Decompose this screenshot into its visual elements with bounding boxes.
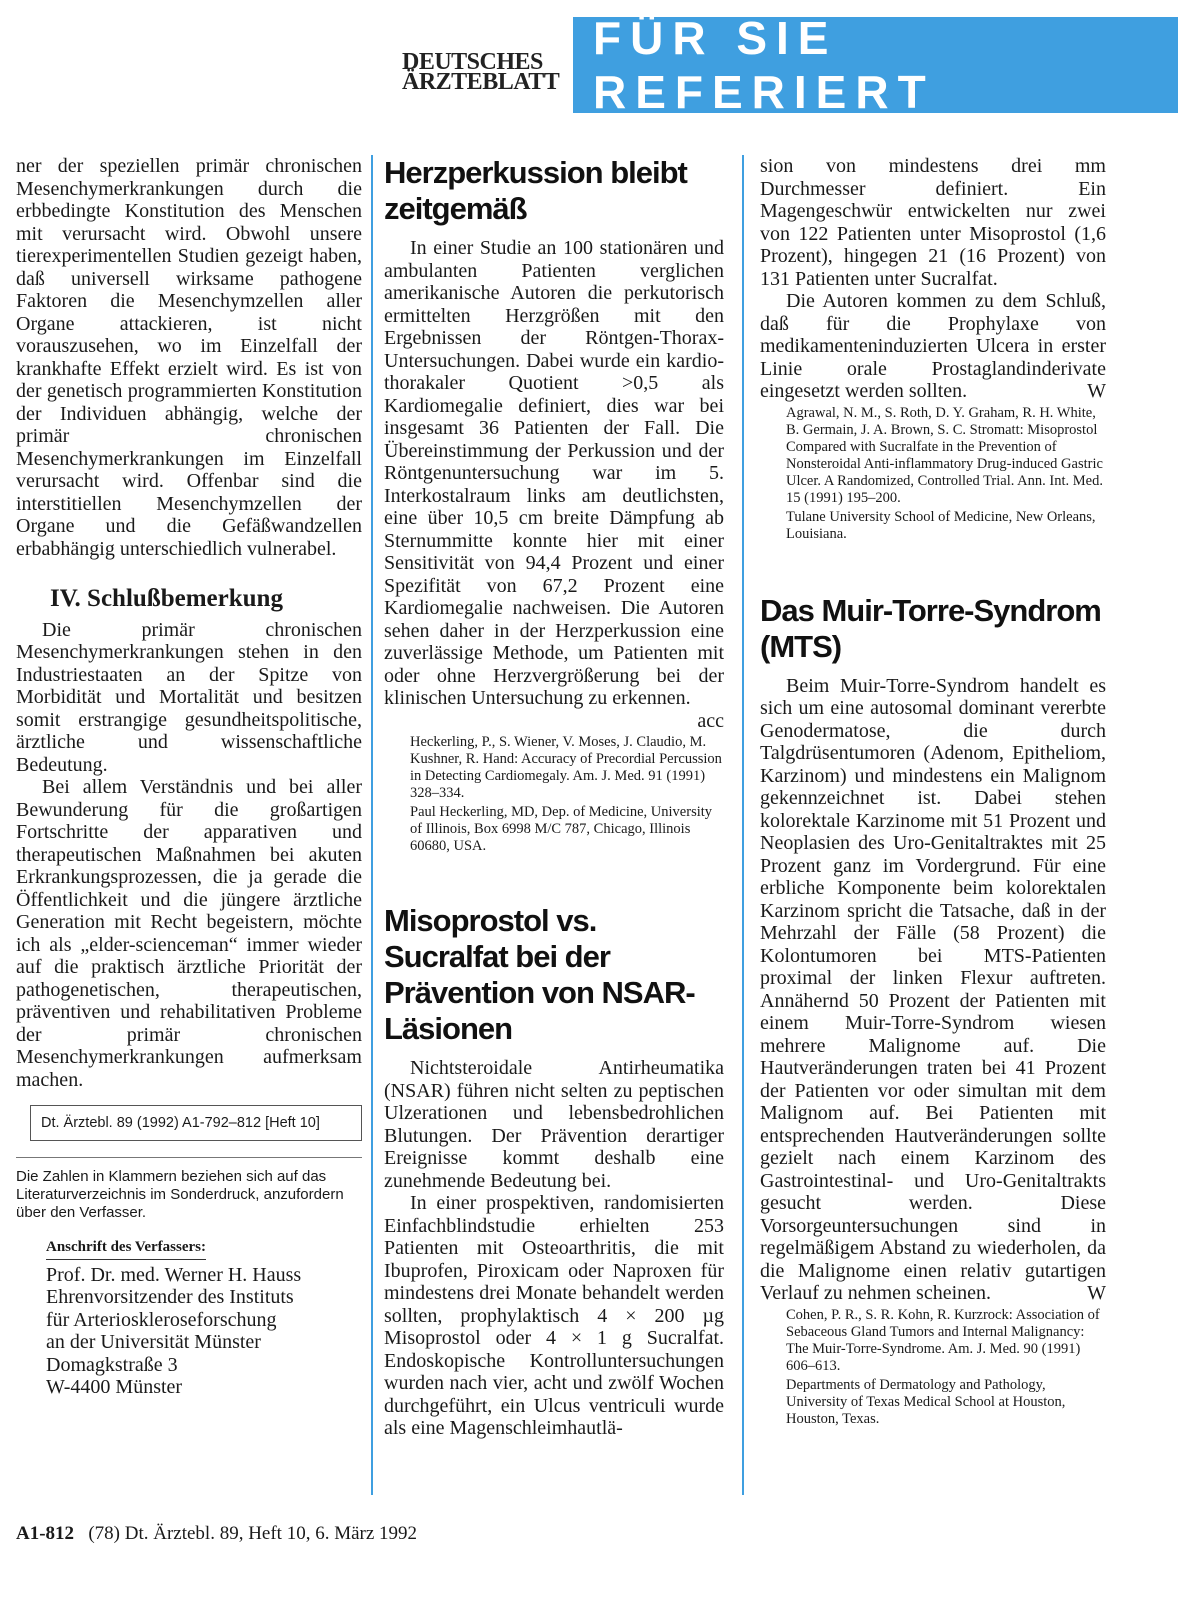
article-headline: Herzperkussion bleibt zeitgemäß <box>384 155 687 226</box>
body-paragraph <box>760 675 1106 1305</box>
citation-box: Dt. Ärztebl. 89 (1992) A1-792–812 [Heft 10] <box>30 1105 362 1141</box>
column-divider <box>371 155 373 1495</box>
author-initials: acc <box>697 709 724 732</box>
body-paragraph <box>760 290 1106 403</box>
address-line: W-4400 Münster <box>46 1376 183 1398</box>
address-line: Ehrenvorsitzender des Instituts <box>46 1286 294 1308</box>
address-line: Prof. Dr. med. Werner H. Hauss <box>46 1263 302 1286</box>
author-initials: W <box>1087 380 1106 402</box>
section-heading: IV. Schlußbemerkung <box>50 585 283 612</box>
masthead-logo <box>402 49 562 95</box>
body-paragraph: ner der speziellen primär chronischen Mesenchymerkrankungen durch die erbbedingte Konstitution des Menschen mit verursacht wird. Obwohl unsere tierexperimentellen Studien gezeigt haben, daß universell wirksame pathogene Faktoren die Mesenchymzellen aller Organe attackieren, ist nicht vorauszusehen, wo im Einzelfall der krankhafte Effekt erzielt wird. Es ist von der genetisch programmierten Konstitution der Individuen abhängig, welche der primär chronischen Mesenchymerkrankungen im Einzelfall verursacht wird. Offenbar sind die interstitiellen Mesenchymzellen der Organe und die Gefäßwandzellen erbabhängig unterschiedlich vulnerabel. <box>16 155 362 560</box>
article-headline: Misoprostol vs. Sucralfat bei der Prävention von NSAR-Läsionen <box>384 903 695 1046</box>
body-paragraph: Bei allem Verständnis und bei aller Bewunderung für die großartigen Fortschritte der apparativen und therapeutischen Maßnahmen bei akuten Erkrankungsprozessen, die ja gerade die Öffentlichkeit und die jüngere ärztliche Generation mit Recht begeistern, möchte ich als „elder-scienceman“ immer wieder auf die praktisch ärztliche Priorität der pathogenetischen, therapeutischen, präventiven und rehabilitativen Probleme der primär chronischen Mesenchymerkrankungen aufmerksam machen. <box>16 776 362 1091</box>
body-paragraph: Die primär chronischen Mesenchymerkrankungen stehen in den Industriestaaten an der Spitze von Morbidität und Mortalität und besitzen somit erstrangige gesundheitspolitische, ärztliche und wissenschaftliche Bedeutung. <box>16 618 362 776</box>
address-line: für Arterioskleroseforschung <box>46 1308 277 1331</box>
column-1 <box>16 155 362 1399</box>
body-paragraph <box>384 237 724 732</box>
author-address <box>46 1264 362 1399</box>
logo-line-1: DEUTSCHES <box>402 49 543 75</box>
article-headline: Das Muir-Torre-Syndrom (MTS) <box>760 592 1101 664</box>
body-text: Beim Muir-Torre-Syndrom handelt es sich um eine autosomal dominant vererbte Genodermatose, die durch Talgdrüsentumoren (Adenom, Epitheliom, Karzinom) und mindestens ein Malignom gekennzeichnet ist. Dabei stehen kolorektale Karzinome mit 51 Prozent und Neoplasien des Uro-Genitaltraktes mit 25 Prozent ganz im Vordergrund. Für eine erbliche Komponente beim kolorektalen Karzinom spricht die Tatsache, daß in der Mehrzahl der Fälle (58 Prozent) die Kolontumoren bei MTS-Patienten proximal der linken Flexur auftreten. Annähernd 50 Prozent der Patienten mit einem Muir-Torre-Syndrom wiesen mehrere Malignome auf. Die Hautveränderungen traten bei 41 Prozent der Patienten vor oder simultan mit dem Malignom auf. Bei Patienten mit entsprechenden Hautveränderungen sollte gezielt nach einem Karzinom des Gastrointestinal- und Uro-Genitaltrakts gesucht werden. Diese Vorsorgeuntersuchungen sind in regelmäßigem Abstand zu wiederholen, da die Malignome einen relativ gutartigen Verlauf zu nehmen scheinen. <box>760 674 1106 1304</box>
logo-line-2: ÄRZTEBLATT <box>402 69 560 95</box>
reference: Cohen, P. R., S. R. Kohn, R. Kurzrock: Association of Sebaceous Gland Tumors and Internal Malignancy: The Muir-Torre-Syndrome. Am. J. Med. 90 (1991) 606–613. <box>786 1306 1100 1374</box>
column-3 <box>760 155 1106 1428</box>
body-paragraph: Nichtsteroidale Antirheumatika (NSAR) führen nicht selten zu peptischen Ulzerationen und lebensbedrohlichen Blutungen. Der Prävention derartiger Ereignisse kommt deshalb eine zunehmende Bedeutung bei. <box>384 1057 724 1192</box>
body-text: In einer Studie an 100 stationären und ambulanten Patienten verglichen amerikanische Autoren die perkutorisch ermittelten Herzgrößen mit den Ergebnissen der Röntgen-Thorax-Untersuchungen. Dabei wurde ein kardio-thorakaler Quotient >0,5 als Kardiomegalie definiert, dies war bei insgesamt 36 Patienten der Fall. Die Übereinstimmung der Perkussion und der Röntgenuntersuchung war im 5. Interkostalraum links am deutlichsten, eine über 10,5 cm breite Dämpfung ab Sternummitte konnte hier mit einer Sensitivität von 94,4 Prozent und einer Spezifität von 67,2 Prozent eine Kardiomegalie nachweisen. Die Autoren sehen daher in der Herzperkussion eine zuverlässige Methode, um Patienten mit oder ohne Herzvergrößerung bei der klinischen Untersuchung zu erkennen. <box>384 237 724 709</box>
address-line: Domagkstraße 3 <box>46 1353 178 1376</box>
reference-affiliation: Paul Heckerling, MD, Dep. of Medicine, University of Illinois, Box 6998 M/C 787, Chicago, Illinois 60680, USA. <box>410 804 713 854</box>
column-2 <box>384 155 724 1440</box>
page-number: A1-812 <box>16 1523 75 1544</box>
issue-info: (78) Dt. Ärztebl. 89, Heft 10, 6. März 1992 <box>88 1523 418 1544</box>
author-initials: W <box>1087 1282 1106 1304</box>
reprint-note: Die Zahlen in Klammern beziehen sich auf das Literaturverzeichnis im Sonderdruck, anzufordern über den Verfasser. <box>16 1157 362 1222</box>
reference-affiliation: Departments of Dermatology and Pathology, University of Texas Medical School at Houston, Houston, Texas. <box>786 1376 1066 1427</box>
body-text: Die Autoren kommen zu dem Schluß, daß für die Prophylaxe von medikamenteninduzierten Ulcera in erster Linie orale Prostaglandinderivate eingesetzt werden sollten. <box>760 290 1106 402</box>
section-banner: FÜR SIE REFERIERT <box>573 17 1178 113</box>
body-paragraph: In einer prospektiven, randomisierten Einfachblindstudie erhielten 253 Patienten mit Osteoarthritis, die mit Ibuprofen, Piroxicam oder Naproxen für mindestens drei Monate behandelt werden sollten, prophylaktisch 4 × 200 µg Misoprostol oder 4 × 1 g Sucralfat. Endoskopische Kontrolluntersuchungen wurden nach vier, acht und zwölf Wochen durchgeführt, ein Ulcus ventriculi wurde als eine Magenschleimhautlä- <box>384 1192 724 1439</box>
address-line: an der Universität Münster <box>46 1331 261 1353</box>
reference: Agrawal, N. M., S. Roth, D. Y. Graham, R. H. White, B. Germain, J. A. Brown, S. C. Stromatt: Misoprostol Compared with Sucralfate in the Prevention of Nonsteroidal Anti-inflammatory Drug-induced Gastric Ulcer. A Randomized, Controlled Trial. Ann. Int. Med. 15 (1991) 195–200. <box>786 404 1103 506</box>
body-paragraph: sion von mindestens drei mm Durchmesser definiert. Ein Magengeschwür entwickelten nur zwei von 122 Patienten unter Misoprostol (1,6 Prozent), hingegen 21 (16 Prozent) von 131 Patienten unter Sucralfat. <box>760 155 1106 290</box>
column-divider <box>742 155 744 1495</box>
reference-affiliation: Tulane University School of Medicine, New Orleans, Louisiana. <box>786 508 1096 542</box>
reference: Heckerling, P., S. Wiener, V. Moses, J. Claudio, M. Kushner, R. Hand: Accuracy of Precordial Percussion in Detecting Cardiomegaly. Am. J. Med. 91 (1991) 328–334. <box>410 734 722 801</box>
address-label: Anschrift des Verfassers: <box>46 1236 206 1260</box>
page-footer <box>16 1523 417 1545</box>
